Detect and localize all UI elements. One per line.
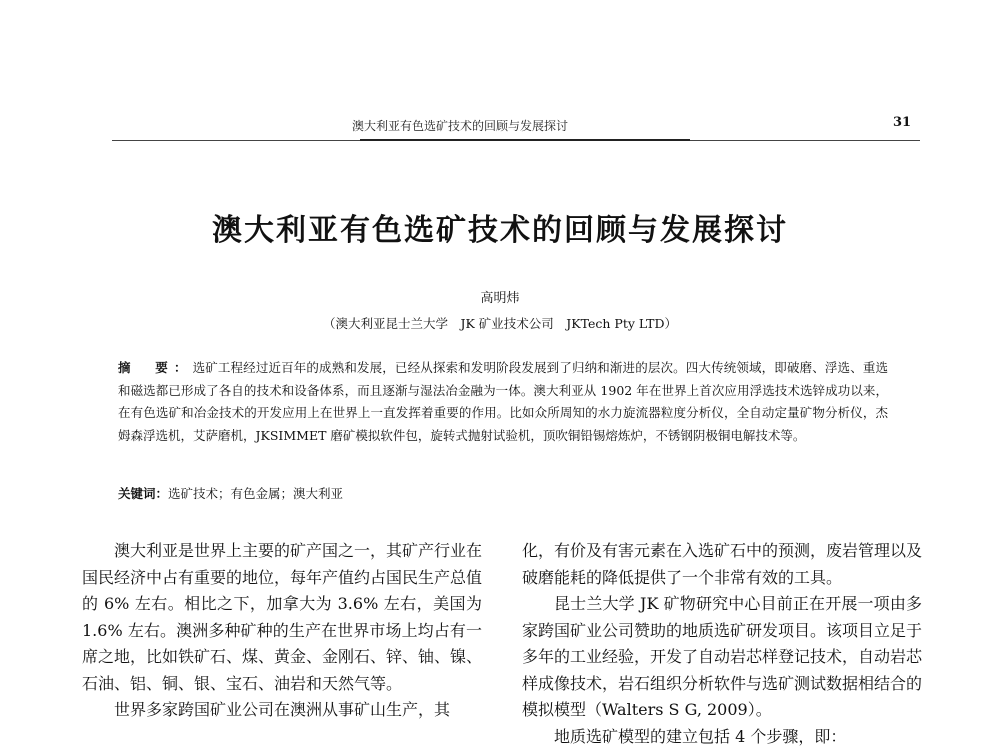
running-head: 澳大利亚有色选矿技术的回顾与发展探讨 <box>240 117 680 134</box>
author-name: 高明炜 <box>0 287 1000 306</box>
body-column-left <box>82 538 482 724</box>
abstract-text: 选矿工程经过近百年的成熟和发展，已经从探索和发明阶段发展到了归纳和渐进的层次。四大传统领域，即破磨、浮选、重选和磁选都已形成了各自的技术和设备体系，而且逐渐与湿法冶金融为一体。澳大利亚从 1902 年在世界上首次应用浮选技术选锌成功以来，在有色选矿和冶金技术的开发应用上在世界上一直发挥着重要的作用。比如众所周知的水力旋流器粒度分析仪，全自动定量矿物分析仪，杰姆森浮选机，艾萨磨机，JKSIMMET 磨矿模拟软件包，旋转式抛射试验机，顶吹铜铅锡熔炼炉，不锈钢阴极铜电解技术等。 <box>118 360 888 443</box>
paragraph: 化，有价及有害元素在入选矿石中的预测，废岩管理以及破磨能耗的降低提供了一个非常有效的工具。 <box>522 538 922 591</box>
paragraph: 昆士兰大学 JK 矿物研究中心目前正在开展一项由多家跨国矿业公司赞助的地质选矿研发项目。该项目立足于多年的工业经验，开发了自动岩芯样登记技术，自动岩芯样成像技术，岩石组织分析软件与选矿测试数据相结合的模拟模型（Walters S G, 2009）。 <box>522 591 922 724</box>
author-affiliation: （澳大利亚昆士兰大学 JK 矿业技术公司 JKTech Pty LTD） <box>0 314 1000 332</box>
paragraph: 地质选矿模型的建立包括 4 个步骤，即： <box>522 724 922 750</box>
page-number: 31 <box>893 115 911 130</box>
body-column-right <box>522 538 922 750</box>
paragraph: 世界多家跨国矿业公司在澳洲从事矿山生产，其 <box>82 697 482 724</box>
header-rule-left <box>112 140 360 141</box>
paragraph: 澳大利亚是世界上主要的矿产国之一，其矿产行业在国民经济中占有重要的地位，每年产值约占国民生产总值的 6% 左右。相比之下，加拿大为 3.6% 左右，美国为 1.6% 左右。澳洲多种矿种的生产在世界市场上均占有一席之地，比如铁矿石、煤、黄金、金刚石、锌、铀、镍、石油、铝、铜、银、宝石、油岩和天然气等。 <box>82 538 482 697</box>
article-title: 澳大利亚有色选矿技术的回顾与发展探讨 <box>0 205 1000 249</box>
abstract <box>118 357 888 447</box>
header-rule-middle <box>360 139 690 141</box>
keywords <box>118 483 888 505</box>
keywords-text: 选矿技术；有色金属；澳大利亚 <box>168 486 343 501</box>
header-rule-right <box>690 140 920 141</box>
abstract-label: 摘 要： <box>118 360 193 375</box>
keywords-label: 关键词： <box>118 486 168 501</box>
